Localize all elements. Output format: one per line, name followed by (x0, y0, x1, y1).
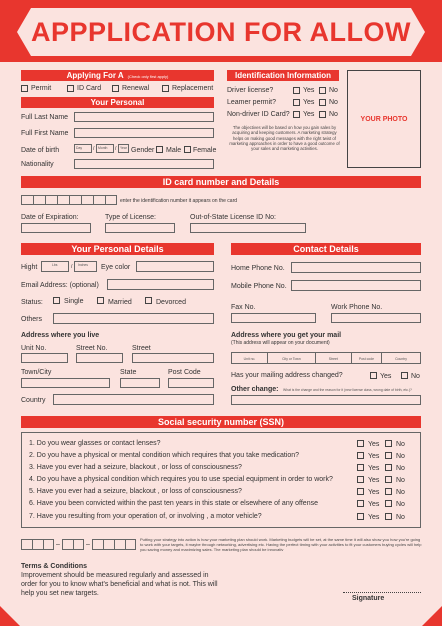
q5-yes-checkbox[interactable] (357, 488, 364, 495)
post-code-label: Post Code (168, 369, 201, 376)
no-label: No (396, 453, 405, 460)
fax-label: Fax No. (231, 304, 256, 311)
yes-label: Yes (368, 465, 380, 472)
non-driver-id-yes-checkbox[interactable] (293, 111, 300, 118)
yes-label: Yes (368, 501, 380, 508)
nationality-label: Nationality (21, 161, 54, 168)
id-number-hint: enter the identification number it appears on the card (120, 198, 238, 204)
country-field[interactable] (53, 394, 214, 405)
signature-label: Signature (352, 595, 385, 602)
female-checkbox[interactable] (184, 146, 191, 153)
mail-changed-label: Has your mailing address changed? (231, 372, 343, 379)
dob-day-field[interactable] (74, 144, 95, 153)
learner-permit-label: Leamer permit? (227, 99, 277, 106)
q2-yes-checkbox[interactable] (357, 452, 364, 459)
replacement-label: Replacement (172, 85, 214, 92)
ssn-question-2: 2. Do you have a physical or mental condition which requires that you take medication? (29, 452, 300, 459)
male-label: Male (166, 147, 182, 154)
street-no-field[interactable] (76, 353, 123, 363)
post-code-field[interactable] (168, 378, 214, 388)
address-title: Address where you live (21, 332, 100, 339)
town-city-field[interactable] (21, 378, 110, 388)
others-label: Others (21, 316, 43, 323)
yes-label: Yes (368, 477, 380, 484)
height-label: Hight (21, 264, 38, 271)
lbs-hint: Lbs (52, 263, 58, 267)
yes-label: Yes (368, 489, 380, 496)
id-card-header: ID card number and Details (21, 176, 421, 188)
mail-country-cell: Country (395, 357, 407, 361)
dob-month-hint: Month (98, 146, 108, 150)
permit-checkbox[interactable] (21, 85, 28, 92)
out-of-state-field[interactable] (190, 223, 306, 233)
eye-color-field[interactable] (136, 261, 214, 272)
height-separator: / (71, 264, 73, 270)
last-name-label: Full Last Name (21, 114, 69, 121)
female-label: Female (193, 147, 217, 154)
work-phone-label: Work Phone No. (331, 304, 383, 311)
street-field[interactable] (132, 353, 214, 363)
work-phone-field[interactable] (331, 313, 421, 323)
status-label: Status: (21, 299, 43, 306)
q4-no-checkbox[interactable] (385, 476, 392, 483)
mail-postcode-cell: Post code (352, 353, 382, 363)
q3-yes-checkbox[interactable] (357, 464, 364, 471)
mail-changed-no-checkbox[interactable] (401, 372, 408, 379)
yes-label: Yes (368, 441, 380, 448)
email-field[interactable] (107, 279, 214, 290)
unit-no-field[interactable] (21, 353, 68, 363)
ssn-question-4: 4. Do you have a physical condition which requires you to use special equipment in order to work? (29, 476, 333, 483)
q6-no-checkbox[interactable] (385, 500, 392, 507)
first-name-field[interactable] (74, 128, 214, 138)
yes-label: Yes (303, 111, 315, 118)
applying-header: Applying For A (Check only first apply) (21, 70, 214, 81)
no-label: No (396, 465, 405, 472)
mobile-phone-field[interactable] (291, 280, 421, 291)
dob-separator: / (93, 146, 95, 152)
non-driver-id-no-checkbox[interactable] (319, 111, 326, 118)
no-label: No (396, 489, 405, 496)
state-field[interactable] (120, 378, 160, 388)
driver-license-yes-checkbox[interactable] (293, 87, 300, 94)
ssn-question-3: 3. Have you ever had a seizure, blackout , or loss of consciousness? (29, 464, 242, 471)
no-label: No (411, 373, 420, 380)
street-label: Street (132, 345, 151, 352)
no-label: No (396, 441, 405, 448)
personal-details-header: Your Personal Details (21, 243, 214, 255)
id-number-field[interactable] (21, 195, 117, 205)
no-label: No (329, 111, 338, 118)
no-label: No (329, 99, 338, 106)
id-card-label: ID Card (77, 85, 102, 92)
ssn-part-3-field[interactable] (92, 539, 136, 550)
yes-label: Yes (368, 453, 380, 460)
license-type-label: Type of License: (105, 214, 156, 221)
country-label: Country (21, 397, 46, 404)
inches-hint: Inches (78, 263, 88, 267)
q3-no-checkbox[interactable] (385, 464, 392, 471)
page-title: APPPLICATION FOR ALLOW (31, 17, 411, 47)
expiration-label: Date of Expiration: (21, 214, 79, 221)
no-label: No (396, 477, 405, 484)
contact-header: Contact Details (231, 243, 421, 255)
others-field[interactable] (53, 313, 214, 324)
single-label: Single (64, 298, 84, 305)
driver-license-label: Driver license? (227, 87, 274, 94)
no-label: No (396, 501, 405, 508)
home-phone-label: Home Phone No. (231, 265, 285, 272)
ssn-dash: – (86, 541, 90, 548)
mail-unit-cell: Unit no. (232, 353, 268, 363)
license-type-field[interactable] (105, 223, 175, 233)
dob-month-field[interactable] (96, 144, 117, 153)
mail-street-cell: Street (316, 353, 352, 363)
id-card-checkbox[interactable] (67, 85, 74, 92)
yes-label: Yes (368, 514, 380, 521)
mail-city-cell: City or Town (268, 353, 316, 363)
terms-body: Improvement should be measured regularly and assessed in order for you to know what's beneficial and what is not. This will help you set new targets. (21, 572, 218, 597)
ssn-question-6: 6. Have you been convicted within the past ten years in this state or elsewhere of any offense (29, 500, 318, 507)
ssn-header: Social security number (SSN) (21, 416, 421, 428)
ssn-dash: – (56, 541, 60, 548)
terms-title: Terms & Conditions (21, 563, 87, 570)
ssn-part-2-field[interactable] (62, 539, 84, 550)
renewal-label: Renewal (122, 85, 150, 92)
corner-decoration-left (0, 606, 20, 626)
eye-color-label: Eye color (101, 264, 131, 271)
other-change-label: Other change: (231, 386, 279, 393)
driver-license-no-checkbox[interactable] (319, 87, 326, 94)
single-checkbox[interactable] (53, 297, 60, 304)
unit-no-label: Unit No. (21, 345, 47, 352)
learner-permit-yes-checkbox[interactable] (293, 99, 300, 106)
first-name-label: Full First Name (21, 130, 69, 137)
dob-separator: / (115, 146, 117, 152)
height-inches-field[interactable] (74, 261, 97, 272)
strategy-paragraph: Putting your strategy into action is how your marketing plan should work. Marketing budgets will be set, at the same time it will also show you how you're going to work with your targets, it maybe through networking, advertising etc. Having the perfect timing with your activities to fit your customers buying cycles will help you saving money and maximizing sales. The marketing plan should be innovativ (140, 537, 422, 552)
yes-label: Yes (303, 99, 315, 106)
yes-label: Yes (380, 373, 392, 380)
mail-changed-yes-checkbox[interactable] (370, 372, 377, 379)
identification-paragraph: The objectives will be based on how you gain sales by acquiring and keeping customers. A marketing strategy helps on making good messages with the right twist of marketing approaches in order to have a good outcome of your sales and marketing activities. (229, 125, 340, 152)
learner-permit-no-checkbox[interactable] (319, 99, 326, 106)
state-label: State (120, 369, 137, 376)
last-name-field[interactable] (74, 112, 214, 122)
replacement-checkbox[interactable] (162, 85, 169, 92)
q5-no-checkbox[interactable] (385, 488, 392, 495)
gender-label: Gender (131, 147, 155, 154)
dob-label: Date of birth (21, 147, 60, 154)
identification-header: Identification Information (227, 70, 339, 81)
divorced-label: Devorced (156, 299, 186, 306)
town-city-label: Town/City (21, 369, 52, 376)
married-checkbox[interactable] (97, 297, 104, 304)
mail-address-title: Address where you get your mail (231, 332, 342, 339)
ssn-question-7: 7. Have you resulting from your operation of, or involving , a motor vehicle? (29, 513, 262, 520)
q1-no-checkbox[interactable] (385, 440, 392, 447)
photo-label: YOUR PHOTO (360, 116, 408, 123)
renewal-checkbox[interactable] (112, 85, 119, 92)
personal-header: Your Personal (21, 97, 214, 108)
email-label: Email Address: (optional) (21, 282, 99, 289)
q2-no-checkbox[interactable] (385, 452, 392, 459)
height-lbs-field[interactable] (41, 261, 69, 272)
yes-label: Yes (303, 87, 315, 94)
ssn-part-1-field[interactable] (21, 539, 54, 550)
nationality-field[interactable] (74, 159, 214, 169)
mail-address-field[interactable] (231, 352, 421, 364)
q7-no-checkbox[interactable] (385, 513, 392, 520)
other-change-field[interactable] (231, 395, 421, 405)
out-of-state-label: Out-of-State License ID No: (190, 214, 276, 221)
home-phone-field[interactable] (291, 262, 421, 273)
street-no-label: Street No. (76, 345, 108, 352)
no-label: No (396, 514, 405, 521)
mail-address-hint: (This address will appear on your document) (231, 340, 330, 346)
fax-field[interactable] (231, 313, 316, 323)
permit-label: Permit (31, 85, 52, 92)
q4-yes-checkbox[interactable] (357, 476, 364, 483)
non-driver-id-label: Non-driver ID Card? (227, 111, 290, 118)
male-checkbox[interactable] (156, 146, 163, 153)
expiration-field[interactable] (21, 223, 91, 233)
mobile-phone-label: Mobile Phone No. (231, 283, 287, 290)
married-label: Married (108, 299, 132, 306)
dob-year-field[interactable] (118, 144, 129, 153)
ssn-question-1: 1. Do you wear glasses or contact lenses? (29, 440, 161, 447)
dob-day-hint: Day (76, 146, 83, 150)
no-label: No (329, 87, 338, 94)
other-change-hint: What is the change and the reason for it (new license class, wrong date of birth, etc.)? (283, 388, 412, 392)
q7-yes-checkbox[interactable] (357, 513, 364, 520)
divorced-checkbox[interactable] (145, 297, 152, 304)
signature-line[interactable] (343, 592, 421, 593)
q6-yes-checkbox[interactable] (357, 500, 364, 507)
corner-decoration-right (422, 606, 442, 626)
ssn-question-5: 5. Have you ever had a seizure, blackout , or loss of consciousness? (29, 488, 242, 495)
dob-year-hint: Year (120, 146, 127, 150)
q1-yes-checkbox[interactable] (357, 440, 364, 447)
